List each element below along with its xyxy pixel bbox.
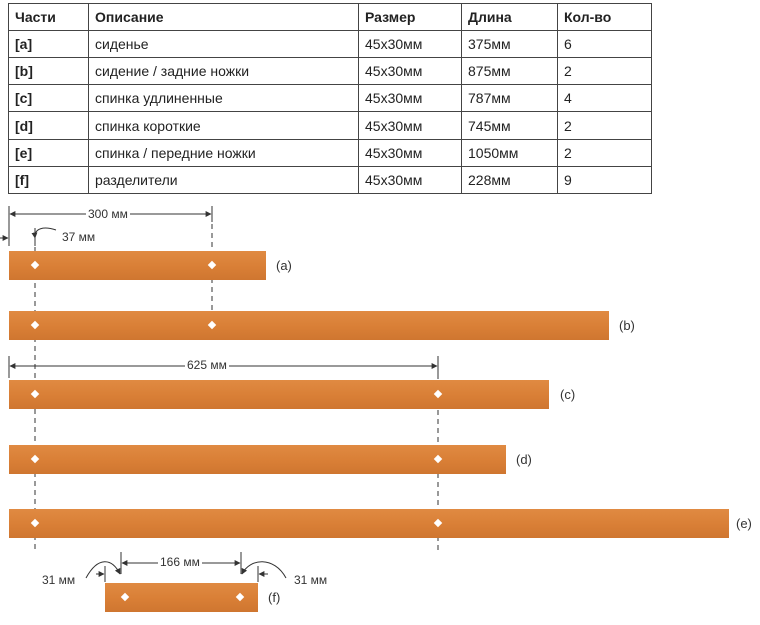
hole-marker xyxy=(31,321,39,329)
plank-f xyxy=(105,583,258,612)
hole-marker xyxy=(31,261,39,269)
hole-marker xyxy=(236,593,244,601)
part-description: разделители xyxy=(89,166,359,193)
dim-label-625: 625 мм xyxy=(187,358,227,372)
part-code: [c] xyxy=(9,85,89,112)
part-code: [e] xyxy=(9,139,89,166)
part-length: 875мм xyxy=(462,58,558,85)
hole-marker xyxy=(434,519,442,527)
hole-marker xyxy=(121,593,129,601)
plank-label-f: (f) xyxy=(268,590,281,605)
plank-label-c: (c) xyxy=(560,387,576,402)
part-description: спинка короткие xyxy=(89,112,359,139)
plank-e xyxy=(9,509,729,538)
part-length: 745мм xyxy=(462,112,558,139)
dim-arrow xyxy=(86,562,120,578)
hole-marker xyxy=(208,261,216,269)
part-description: спинка удлиненные xyxy=(89,85,359,112)
part-size: 45х30мм xyxy=(359,166,462,193)
part-qty: 2 xyxy=(558,139,652,166)
dim-label-31-left: 31 мм xyxy=(42,573,76,587)
part-qty: 2 xyxy=(558,112,652,139)
hole-marker xyxy=(434,455,442,463)
hole-marker xyxy=(31,390,39,398)
part-code: [f] xyxy=(9,166,89,193)
header-size: Размер xyxy=(359,4,462,31)
plank-label-d: (d) xyxy=(516,452,532,467)
part-size: 45х30мм xyxy=(359,139,462,166)
header-length: Длина xyxy=(462,4,558,31)
dim-label-37: 37 мм xyxy=(62,230,96,244)
part-qty: 6 xyxy=(558,31,652,58)
header-parts: Части xyxy=(9,4,89,31)
part-qty: 2 xyxy=(558,58,652,85)
header-description: Описание xyxy=(89,4,359,31)
part-size: 45х30мм xyxy=(359,58,462,85)
header-qty: Кол-во xyxy=(558,4,652,31)
part-length: 1050мм xyxy=(462,139,558,166)
part-size: 45х30мм xyxy=(359,31,462,58)
dim-arrow xyxy=(242,562,286,578)
dim-label-31-right: 31 мм xyxy=(294,573,328,587)
part-code: [b] xyxy=(9,58,89,85)
plank-d xyxy=(9,445,506,474)
plank-label-b: (b) xyxy=(619,318,635,333)
dim-label-166: 166 мм xyxy=(160,555,200,569)
dim-label-300: 300 мм xyxy=(88,207,128,221)
hole-marker xyxy=(31,455,39,463)
part-description: сиденье xyxy=(89,31,359,58)
plank-a xyxy=(9,251,266,280)
plank-label-a: (a) xyxy=(276,258,292,273)
part-qty: 9 xyxy=(558,166,652,193)
part-length: 787мм xyxy=(462,85,558,112)
hole-marker xyxy=(434,390,442,398)
part-length: 228мм xyxy=(462,166,558,193)
part-description: спинка / передние ножки xyxy=(89,139,359,166)
part-size: 45х30мм xyxy=(359,112,462,139)
plank-label-e: (e) xyxy=(736,516,752,531)
part-size: 45х30мм xyxy=(359,85,462,112)
hole-marker xyxy=(208,321,216,329)
part-code: [a] xyxy=(9,31,89,58)
plank-b xyxy=(9,311,609,340)
hole-marker xyxy=(31,519,39,527)
part-description: сидение / задние ножки xyxy=(89,58,359,85)
dim-arrow xyxy=(35,228,56,238)
part-qty: 4 xyxy=(558,85,652,112)
part-code: [d] xyxy=(9,112,89,139)
plank-c xyxy=(9,380,549,409)
part-length: 375мм xyxy=(462,31,558,58)
